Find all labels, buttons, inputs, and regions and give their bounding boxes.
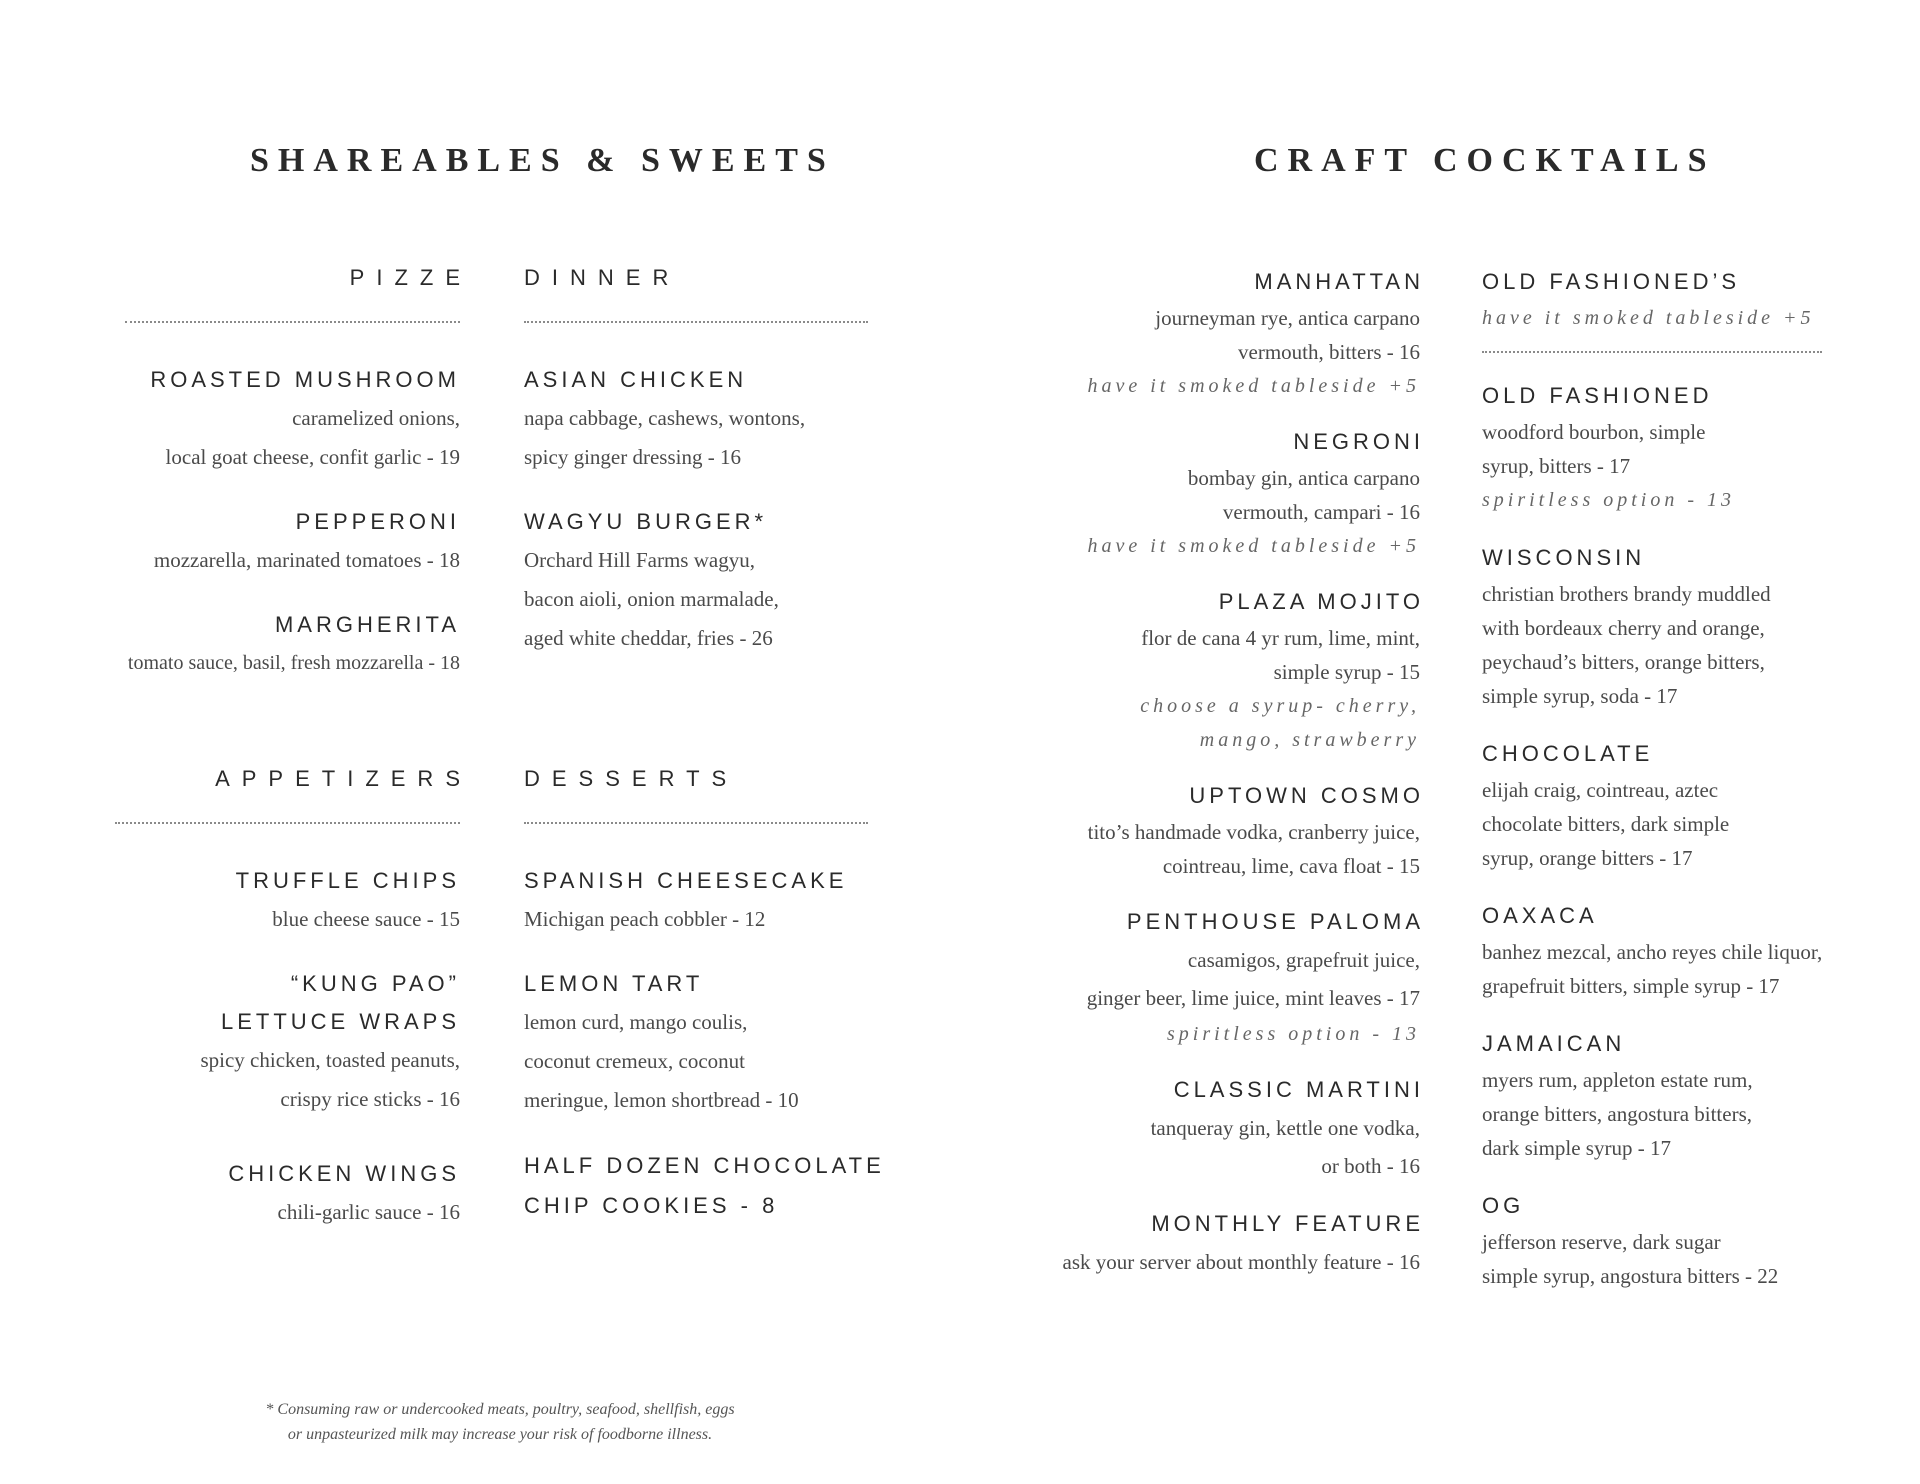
item-name: NEGRONI [1293, 429, 1424, 454]
desserts-section [524, 764, 904, 1252]
item-name: WISCONSIN [1482, 545, 1646, 570]
menu-item [1000, 583, 1424, 757]
item-name: PEPPERONI [295, 509, 460, 534]
item-name: MARGHERITA [274, 612, 460, 637]
item-description: flor de cana 4 yr rum, lime, mint, simple syrup - 15 [1141, 626, 1420, 684]
menu-item [80, 503, 460, 580]
item-name: HALF DOZEN CHOCOLATE CHIP COOKIES - 8 [524, 1153, 885, 1218]
pizze-heading: PIZZE [349, 265, 472, 290]
food-safety-footnote: * Consuming raw or undercooked meats, poultry, seafood, shellfish, eggs or unpasteurized milk may increase your risk of foodborne illness. [265, 1401, 735, 1443]
item-description: lemon curd, mango coulis, coconut cremeux, coconut meringue, lemon shortbread - 10 [524, 1010, 799, 1112]
menu-item [1482, 1187, 1902, 1293]
item-description: bombay gin, antica carpano vermouth, campari - 16 [1187, 466, 1420, 524]
shareables-title: SHAREABLES & SWEETS [250, 142, 835, 179]
item-name: PENTHOUSE PALOMA [1126, 909, 1424, 934]
appetizers-heading: APPETIZERS [215, 766, 472, 791]
item-name: TRUFFLE CHIPS [235, 868, 460, 893]
item-description: ask your server about monthly feature - 16 [1062, 1250, 1420, 1274]
item-name: WAGYU BURGER* [524, 509, 768, 534]
menu-item [1482, 1025, 1902, 1165]
old-fashioneds-divider [1482, 351, 1822, 353]
item-description: tito’s handmade vodka, cranberry juice, cointreau, lime, cava float - 15 [1087, 820, 1420, 878]
item-name: ASIAN CHICKEN [524, 367, 748, 392]
item-description: Orchard Hill Farms wagyu, bacon aioli, onion marmalade, aged white cheddar, fries - 26 [524, 548, 779, 650]
menu-item [1000, 777, 1424, 883]
old-fashioneds-heading: OLD FASHIONED’S [1482, 269, 1741, 294]
item-description: banhez mezcal, ancho reyes chile liquor, grapefruit bitters, simple syrup - 17 [1482, 940, 1823, 998]
menu-item [1482, 897, 1902, 1003]
dinner-section [524, 263, 884, 684]
item-note: have it smoked tableside +5 [1087, 535, 1420, 557]
menu-item [1000, 1071, 1424, 1185]
item-note: spiritless option - 13 [1166, 1023, 1420, 1045]
item-description: myers rum, appleton estate rum, orange bitters, angostura bitters, dark simple syrup - 17 [1482, 1068, 1753, 1160]
item-name: ROASTED MUSHROOM [150, 367, 460, 392]
menu-item [80, 862, 460, 939]
old-fashioneds-note: have it smoked tableside +5 [1482, 307, 1815, 329]
item-name: SPANISH CHEESECAKE [524, 868, 848, 893]
item-description: chili-garlic sauce - 16 [277, 1200, 460, 1224]
menu-item [524, 965, 904, 1120]
item-description: jefferson reserve, dark sugar simple syrup, angostura bitters - 22 [1482, 1230, 1779, 1288]
item-note: have it smoked tableside +5 [1087, 375, 1420, 397]
item-name: OAXACA [1482, 903, 1598, 928]
item-description: napa cabbage, cashews, wontons, spicy ginger dressing - 16 [524, 406, 806, 469]
menu-item [524, 503, 884, 658]
menu-item [524, 1146, 904, 1226]
menu-item [1000, 903, 1424, 1051]
desserts-divider [524, 822, 868, 824]
item-description: tomato sauce, basil, fresh mozzarella - 18 [127, 652, 460, 674]
menu-item [80, 1155, 460, 1232]
menu-item [1482, 735, 1902, 875]
dinner-heading: DINNER [524, 265, 681, 290]
menu-item [1000, 423, 1424, 563]
item-name: CHICKEN WINGS [228, 1161, 460, 1186]
menu-item [80, 606, 460, 683]
item-description: casamigos, grapefruit juice, ginger beer, lime juice, mint leaves - 17 [1086, 948, 1420, 1010]
desserts-heading: DESSERTS [524, 766, 739, 791]
menu-item [1482, 539, 1902, 713]
item-name: MANHATTAN [1254, 269, 1424, 294]
menu-item [1482, 377, 1902, 517]
menu-item [1000, 1205, 1424, 1281]
item-description: mozzarella, marinated tomatoes - 18 [153, 548, 460, 572]
item-name: JAMAICAN [1482, 1031, 1626, 1056]
item-description: tanqueray gin, kettle one vodka, or both - 16 [1150, 1116, 1420, 1178]
item-description: blue cheese sauce - 15 [272, 907, 460, 931]
item-name: “KUNG PAO” LETTUCE WRAPS [220, 971, 460, 1034]
item-name: OG [1482, 1193, 1525, 1218]
item-description: Michigan peach cobbler - 12 [524, 907, 766, 931]
pizze-divider [125, 321, 460, 323]
item-name: CLASSIC MARTINI [1173, 1077, 1424, 1102]
item-description: woodford bourbon, simple syrup, bitters - 17 [1482, 420, 1706, 478]
item-name: OLD FASHIONED [1482, 383, 1713, 408]
item-name: PLAZA MOJITO [1218, 589, 1424, 614]
cocktails-left-column [1000, 263, 1424, 1301]
dinner-divider [524, 321, 868, 323]
item-description: journeyman rye, antica carpano vermouth, bitters - 16 [1155, 306, 1420, 364]
item-name: CHOCOLATE [1482, 741, 1654, 766]
item-name: MONTHLY FEATURE [1151, 1211, 1424, 1236]
item-description: elijah craig, cointreau, aztec chocolate bitters, dark simple syrup, orange bitters - 17 [1482, 778, 1730, 870]
item-note: choose a syrup- cherry, mango, strawberry [1140, 695, 1420, 751]
appetizers-section [80, 764, 472, 1258]
menu-item [1000, 263, 1424, 403]
cocktails-right-column [1482, 263, 1902, 1315]
appetizers-divider [115, 822, 460, 824]
menu-item [80, 965, 460, 1119]
item-name: UPTOWN COSMO [1189, 783, 1424, 808]
menu-item [80, 361, 460, 477]
item-description: caramelized onions, local goat cheese, confit garlic - 19 [165, 406, 460, 469]
menu-item [524, 361, 884, 477]
item-name: LEMON TART [524, 971, 704, 996]
menu-item [524, 862, 904, 939]
item-description: spicy chicken, toasted peanuts, crispy rice sticks - 16 [200, 1048, 460, 1111]
cocktails-title: CRAFT COCKTAILS [1254, 142, 1716, 179]
pizze-section [80, 263, 472, 709]
item-description: christian brothers brandy muddled with bordeaux cherry and orange, peychaud’s bitters, orange bitters, simple syrup, soda - 17 [1482, 582, 1771, 708]
item-note: spiritless option - 13 [1482, 489, 1736, 511]
